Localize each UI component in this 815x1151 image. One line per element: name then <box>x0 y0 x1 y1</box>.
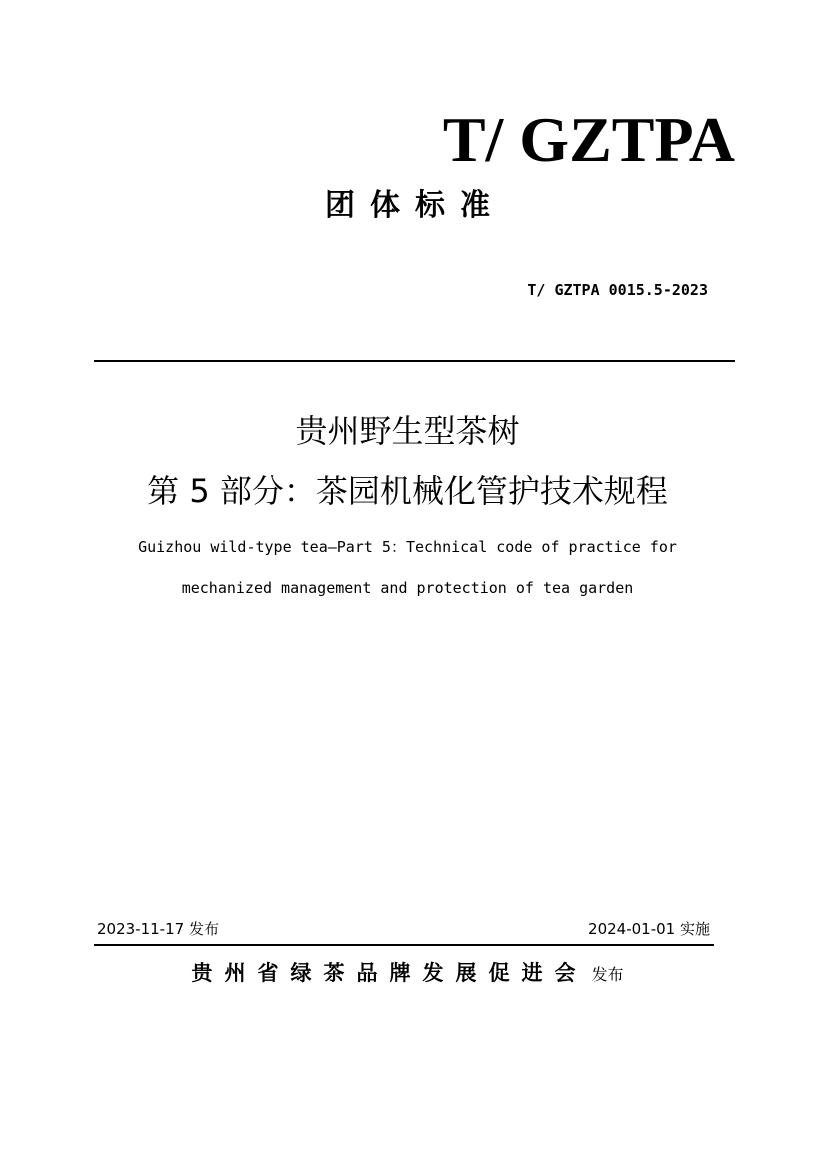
standard-code-large: T/ GZTPA <box>442 104 735 175</box>
implement-date: 2024-01-01 实施 <box>588 920 710 938</box>
english-title-line-2: mechanized management and protection of tea garden <box>181 579 634 597</box>
footer-divider <box>94 944 714 946</box>
publisher-name: 贵州省绿茶品牌发展促进会 <box>191 961 588 985</box>
publisher-row <box>0 957 815 991</box>
document-title-main: 贵州野生型茶树 <box>295 412 520 450</box>
english-title-line-1: Guizhou wild-type tea—Part 5：Technical code of practice for <box>138 538 677 556</box>
publish-date: 2023-11-17 发布 <box>97 920 219 938</box>
standard-type-heading: 团体标准 <box>325 188 505 223</box>
publisher-suffix: 发布 <box>591 965 624 984</box>
standard-number: T/ GZTPA 0015.5-2023 <box>527 281 708 299</box>
header-divider <box>94 360 735 362</box>
document-title-part: 第 5 部分：茶园机械化管护技术规程 <box>147 472 668 510</box>
